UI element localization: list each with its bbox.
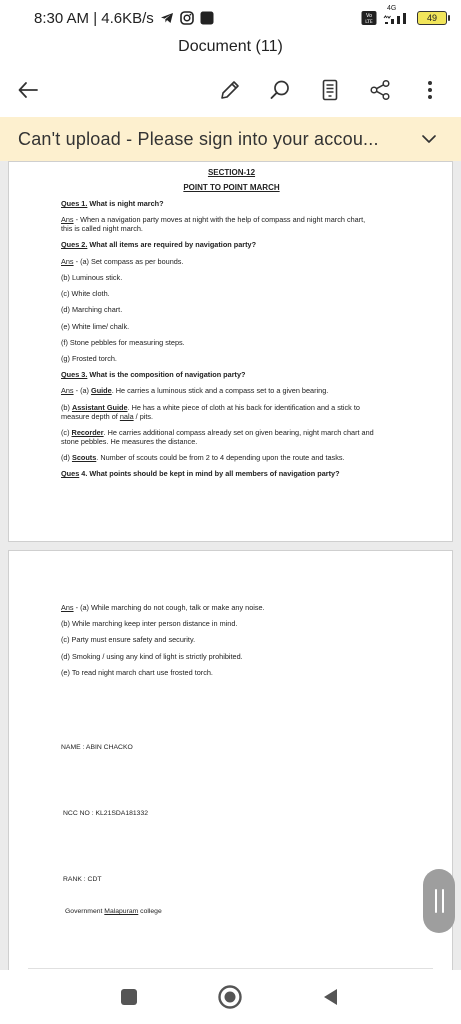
- search-button[interactable]: [262, 72, 298, 108]
- question-4: Ques 4. What points should be kept in mind by all members of navigation party?: [61, 469, 340, 478]
- answer-2-item: (b) Luminous stick.: [61, 273, 123, 282]
- answer-3-recorder-cont: stone pebbles. He measures the distance.: [61, 437, 198, 446]
- app-notification-icon: [200, 11, 214, 25]
- pencil-icon: [218, 78, 242, 102]
- share-icon: [368, 78, 392, 102]
- signal-icon: [383, 5, 411, 26]
- chevron-down-icon[interactable]: [417, 127, 441, 151]
- answer-3-scouts: (d) Scouts. Number of scouts could be from 2 to 4 depending upon the route and tasks.: [61, 453, 345, 462]
- section-heading: SECTION-12: [207, 168, 256, 177]
- edit-button[interactable]: [212, 72, 248, 108]
- square-icon: [120, 988, 138, 1006]
- mobile-view-icon: [318, 78, 342, 102]
- answer-2: Ans - (a) Set compass as per bounds.: [61, 257, 184, 266]
- student-name: NAME : ABIN CHACKO: [61, 744, 133, 751]
- answer-1-cont: this is called night march.: [61, 224, 143, 233]
- upload-warning-banner[interactable]: [0, 117, 461, 161]
- more-vertical-icon: [418, 78, 442, 102]
- section-subtitle: POINT TO POINT MARCH: [183, 183, 280, 192]
- answer-3-assistant-guide: (b) Assistant Guide. He has a white piece of cloth at his back for identification and a stick to: [61, 403, 360, 412]
- answer-4-item: (d) Smoking / using any kind of light is strictly prohibited.: [61, 652, 243, 661]
- svg-text:Vo: Vo: [365, 13, 373, 19]
- answer-2-item: (d) Marching chart.: [61, 305, 123, 314]
- answer-3-guide: Ans - (a) Guide. He carries a luminous stick and a compass set to a given bearing.: [61, 386, 329, 395]
- instagram-icon: [180, 11, 194, 25]
- triangle-back-icon: [321, 987, 341, 1007]
- toolbar: [0, 66, 461, 114]
- ncc-number: NCC NO : KL21SDA181332: [63, 810, 149, 817]
- document-viewer[interactable]: [0, 161, 461, 970]
- telegram-icon: [160, 12, 174, 24]
- battery-icon: [417, 11, 447, 25]
- document-page-1: [8, 161, 453, 542]
- recent-apps-button[interactable]: [114, 982, 144, 1012]
- search-icon: [268, 78, 292, 102]
- home-circle-icon: [217, 984, 243, 1010]
- answer-3-assistant-cont: measure depth of nala / pits.: [61, 412, 154, 421]
- answer-2-item: (e) White lime/ chalk.: [61, 322, 130, 331]
- home-button[interactable]: [215, 982, 245, 1012]
- question-1: Ques 1. What is night march?: [61, 199, 164, 208]
- document-title: Document (11): [178, 38, 283, 55]
- mobile-view-button[interactable]: [312, 72, 348, 108]
- back-button[interactable]: [10, 72, 46, 108]
- banner-message: Can't upload - Please sign into your accou...: [18, 128, 379, 149]
- answer-4-item: (c) Party must ensure safety and security.: [61, 635, 196, 644]
- system-navigation-bar: [0, 970, 461, 1024]
- document-page-2: [8, 550, 453, 970]
- network-type-label: 4G: [387, 5, 397, 12]
- answer-4-item: (b) While marching keep inter person distance in mind.: [61, 619, 238, 628]
- answer-4: Ans - (a) While marching do not cough, talk or make any noise.: [61, 603, 265, 612]
- college-name: Government Malapuram college: [65, 908, 162, 915]
- question-2: Ques 2. What all items are required by navigation party?: [61, 240, 257, 249]
- back-nav-button[interactable]: [316, 982, 346, 1012]
- question-3: Ques 3. What is the composition of navigation party?: [61, 370, 246, 379]
- back-arrow-icon: [16, 78, 40, 102]
- volte-icon: [361, 10, 377, 26]
- answer-2-item: (g) Frosted torch.: [61, 354, 117, 363]
- battery-level: 49: [426, 13, 437, 23]
- rank: RANK : CDT: [63, 876, 102, 883]
- status-bar: [0, 0, 461, 36]
- answer-2-item: (f) Stone pebbles for measuring steps.: [61, 338, 185, 347]
- answer-3-recorder: (c) Recorder. He carries additional compass already set on given bearing, night march chart and: [61, 428, 374, 437]
- divider: [28, 968, 433, 969]
- svg-text:LTE: LTE: [365, 20, 373, 25]
- grip-line: [435, 889, 437, 913]
- answer-1: Ans - When a navigation party moves at night with the help of compass and night march chart,: [61, 215, 366, 224]
- grip-line: [442, 889, 444, 913]
- fast-scroll-handle[interactable]: [423, 869, 455, 933]
- share-button[interactable]: [362, 72, 398, 108]
- answer-2-item: (c) White cloth.: [61, 289, 110, 298]
- status-time-speed: 8:30 AM | 4.6KB/s: [34, 9, 154, 27]
- more-options-button[interactable]: [412, 72, 448, 108]
- answer-4-item: (e) To read night march chart use frosted torch.: [61, 668, 213, 677]
